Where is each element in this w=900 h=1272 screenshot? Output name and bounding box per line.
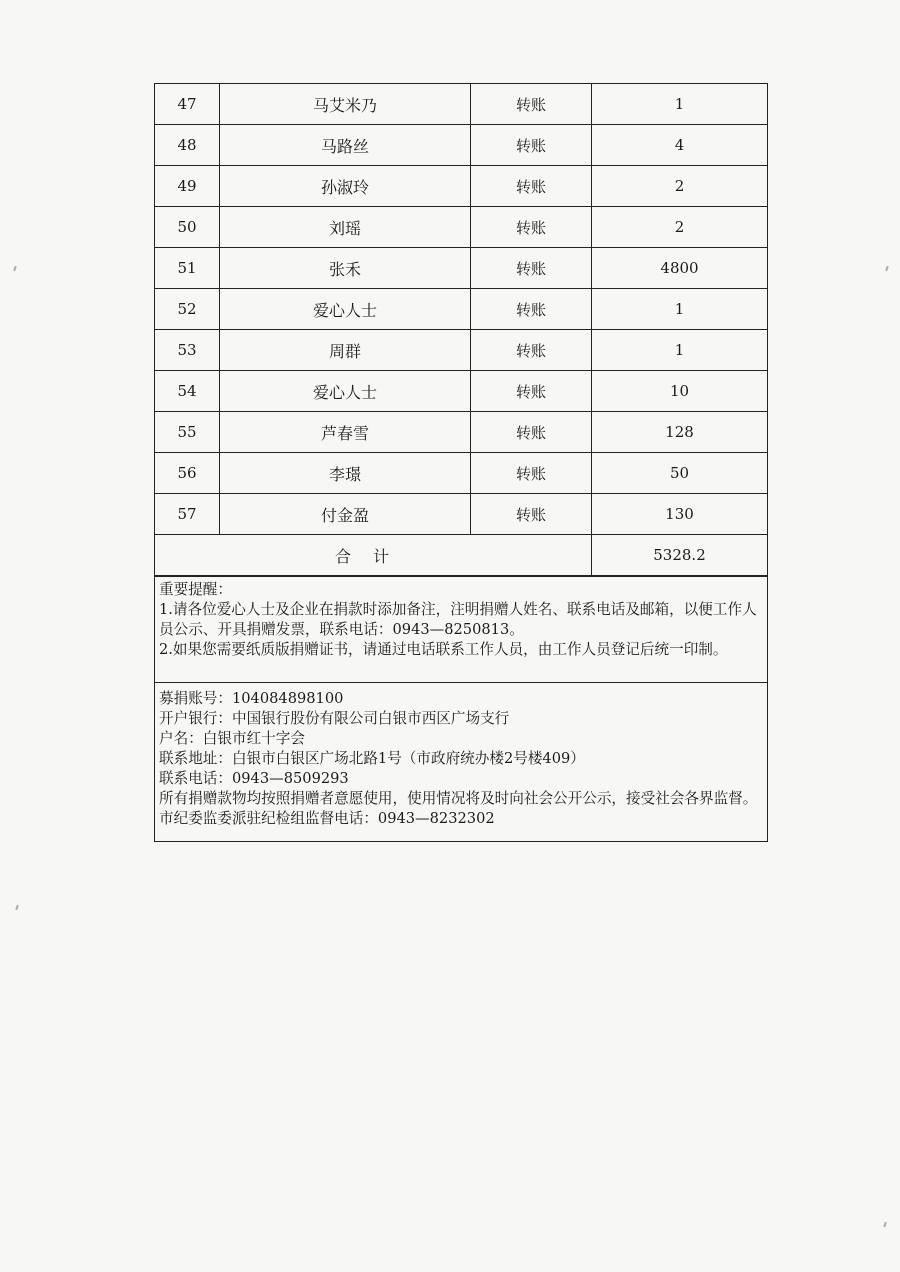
account-number: 104084898100 <box>231 690 344 707</box>
donation-amount: 2 <box>674 177 685 195</box>
supervision-statement: 所有捐赠款物均按照捐赠者意愿使用，使用情况将及时向社会公开公示，接受社会各界监督。市纪委监委派驻纪检组监督电话：0943—8232302 <box>159 790 758 827</box>
bank-label: 开户银行： <box>159 710 232 727</box>
donation-amount: 1 <box>674 95 685 113</box>
row-index: 57 <box>177 505 197 523</box>
notes-item-2: 2.如果您需要纸质版捐赠证书，请通过电话联系工作人员，由工作人员登记后统一印制。 <box>159 641 728 658</box>
scan-speck <box>885 266 889 271</box>
row-index: 47 <box>177 95 197 113</box>
table-row <box>155 453 767 494</box>
phone-label: 联系电话： <box>159 770 232 787</box>
notes-item-1: 1.请各位爱心人士及企业在捐款时添加备注，注明捐赠人姓名、联系电话及邮箱，以便工作人员公示、开具捐赠发票，联系电话：0943—8250813。 <box>159 601 757 638</box>
payment-method: 转账 <box>515 95 546 114</box>
row-index: 48 <box>177 136 197 154</box>
donation-amount: 4 <box>674 136 685 154</box>
total-amount: 5328.2 <box>653 546 706 564</box>
payment-method: 转账 <box>515 464 546 483</box>
row-index: 56 <box>177 464 197 482</box>
important-notes <box>155 576 767 682</box>
donor-name: 刘瑶 <box>328 218 361 238</box>
table-row <box>155 166 767 207</box>
total-label: 合计 <box>334 546 411 566</box>
phone-line <box>159 769 763 789</box>
row-index: 55 <box>177 423 197 441</box>
donor-name: 孙淑玲 <box>320 177 369 197</box>
payment-method: 转账 <box>515 136 546 155</box>
address-label: 联系地址： <box>159 750 232 767</box>
donation-amount-cell <box>592 84 768 125</box>
donor-name: 芦春雪 <box>320 423 369 443</box>
donation-amount-cell <box>592 248 768 289</box>
payment-method: 转账 <box>515 423 546 442</box>
row-index: 53 <box>177 341 197 359</box>
donor-name: 马艾米乃 <box>312 95 377 115</box>
account-number-label: 募捐账号： <box>159 690 232 707</box>
donation-amount-cell <box>592 289 768 330</box>
address-text: 白银市白银区广场北路1号（市政府统办楼2号楼409） <box>231 750 585 767</box>
account-number-line <box>159 689 763 709</box>
scan-speck <box>15 905 19 910</box>
donor-name-cell <box>220 330 471 371</box>
payment-method-cell <box>471 84 592 125</box>
payment-method-cell <box>471 166 592 207</box>
donation-amount: 1 <box>674 341 685 359</box>
donation-amount: 130 <box>665 505 694 523</box>
donor-name-cell <box>220 289 471 330</box>
donation-amount: 1 <box>674 300 685 318</box>
row-index-cell <box>155 371 220 412</box>
payment-method-cell <box>471 412 592 453</box>
donor-name-cell <box>220 125 471 166</box>
total-amount-cell <box>592 535 768 576</box>
donation-amount: 10 <box>669 382 690 400</box>
row-index-cell <box>155 494 220 535</box>
payment-method-cell <box>471 330 592 371</box>
row-index-cell <box>155 248 220 289</box>
row-index: 51 <box>177 259 197 277</box>
payment-method-cell <box>471 289 592 330</box>
payment-method: 转账 <box>515 218 546 237</box>
donor-name-cell <box>220 412 471 453</box>
donation-amount: 2 <box>674 218 685 236</box>
row-index-cell <box>155 207 220 248</box>
donor-name: 付金盈 <box>320 505 369 525</box>
donor-name-cell <box>220 166 471 207</box>
total-row <box>155 535 767 576</box>
donor-name: 周群 <box>328 341 361 361</box>
donation-amount: 50 <box>669 464 690 482</box>
row-index: 49 <box>177 177 197 195</box>
holder-label: 户名： <box>159 730 203 747</box>
donor-name-cell <box>220 371 471 412</box>
donation-amount: 4800 <box>660 259 699 277</box>
payment-method-cell <box>471 453 592 494</box>
donor-name-cell <box>220 207 471 248</box>
payment-method-cell <box>471 248 592 289</box>
payment-method: 转账 <box>515 177 546 196</box>
donation-amount-cell <box>592 125 768 166</box>
donation-amount-cell <box>592 494 768 535</box>
table-row <box>155 412 767 453</box>
payment-method: 转账 <box>515 505 546 524</box>
donation-sheet <box>154 83 768 842</box>
notes-title: 重要提醒： <box>159 581 232 598</box>
bank-name: 中国银行股份有限公司白银市西区广场支行 <box>231 710 510 727</box>
row-index-cell <box>155 84 220 125</box>
payment-method: 转账 <box>515 382 546 401</box>
donor-name: 爱心人士 <box>312 382 377 402</box>
row-index: 54 <box>177 382 197 400</box>
donor-name-cell <box>220 494 471 535</box>
scan-speck <box>13 266 17 271</box>
table-row <box>155 494 767 535</box>
row-index: 52 <box>177 300 197 318</box>
donor-name: 张禾 <box>328 259 361 279</box>
row-index-cell <box>155 330 220 371</box>
table-row <box>155 125 767 166</box>
bank-line <box>159 709 763 729</box>
donation-amount-cell <box>592 371 768 412</box>
donation-amount-cell <box>592 453 768 494</box>
donor-name-cell <box>220 84 471 125</box>
donation-amount: 128 <box>665 423 694 441</box>
account-info <box>155 682 767 841</box>
row-index: 50 <box>177 218 197 236</box>
payment-method: 转账 <box>515 300 546 319</box>
donation-table <box>155 84 767 576</box>
row-index-cell <box>155 412 220 453</box>
donation-amount-cell <box>592 166 768 207</box>
address-line <box>159 749 763 769</box>
payment-method-cell <box>471 494 592 535</box>
phone-number: 0943—8509293 <box>231 770 349 787</box>
row-index-cell <box>155 166 220 207</box>
table-row <box>155 371 767 412</box>
payment-method-cell <box>471 371 592 412</box>
table-row <box>155 289 767 330</box>
holder-name: 白银市红十字会 <box>202 730 305 747</box>
donor-name-cell <box>220 248 471 289</box>
donor-name: 李璟 <box>328 464 361 484</box>
table-row <box>155 84 767 125</box>
payment-method: 转账 <box>515 341 546 360</box>
row-index-cell <box>155 125 220 166</box>
donor-name: 马路丝 <box>320 136 369 156</box>
donation-rows <box>155 84 767 535</box>
row-index-cell <box>155 453 220 494</box>
payment-method-cell <box>471 207 592 248</box>
donor-name: 爱心人士 <box>312 300 377 320</box>
row-index-cell <box>155 289 220 330</box>
scan-speck <box>883 1222 887 1227</box>
table-row <box>155 207 767 248</box>
table-row <box>155 330 767 371</box>
donation-amount-cell <box>592 207 768 248</box>
payment-method: 转账 <box>515 259 546 278</box>
table-row <box>155 248 767 289</box>
payment-method-cell <box>471 125 592 166</box>
holder-line <box>159 729 763 749</box>
donation-amount-cell <box>592 330 768 371</box>
donor-name-cell <box>220 453 471 494</box>
total-label-cell <box>155 535 592 576</box>
donation-amount-cell <box>592 412 768 453</box>
